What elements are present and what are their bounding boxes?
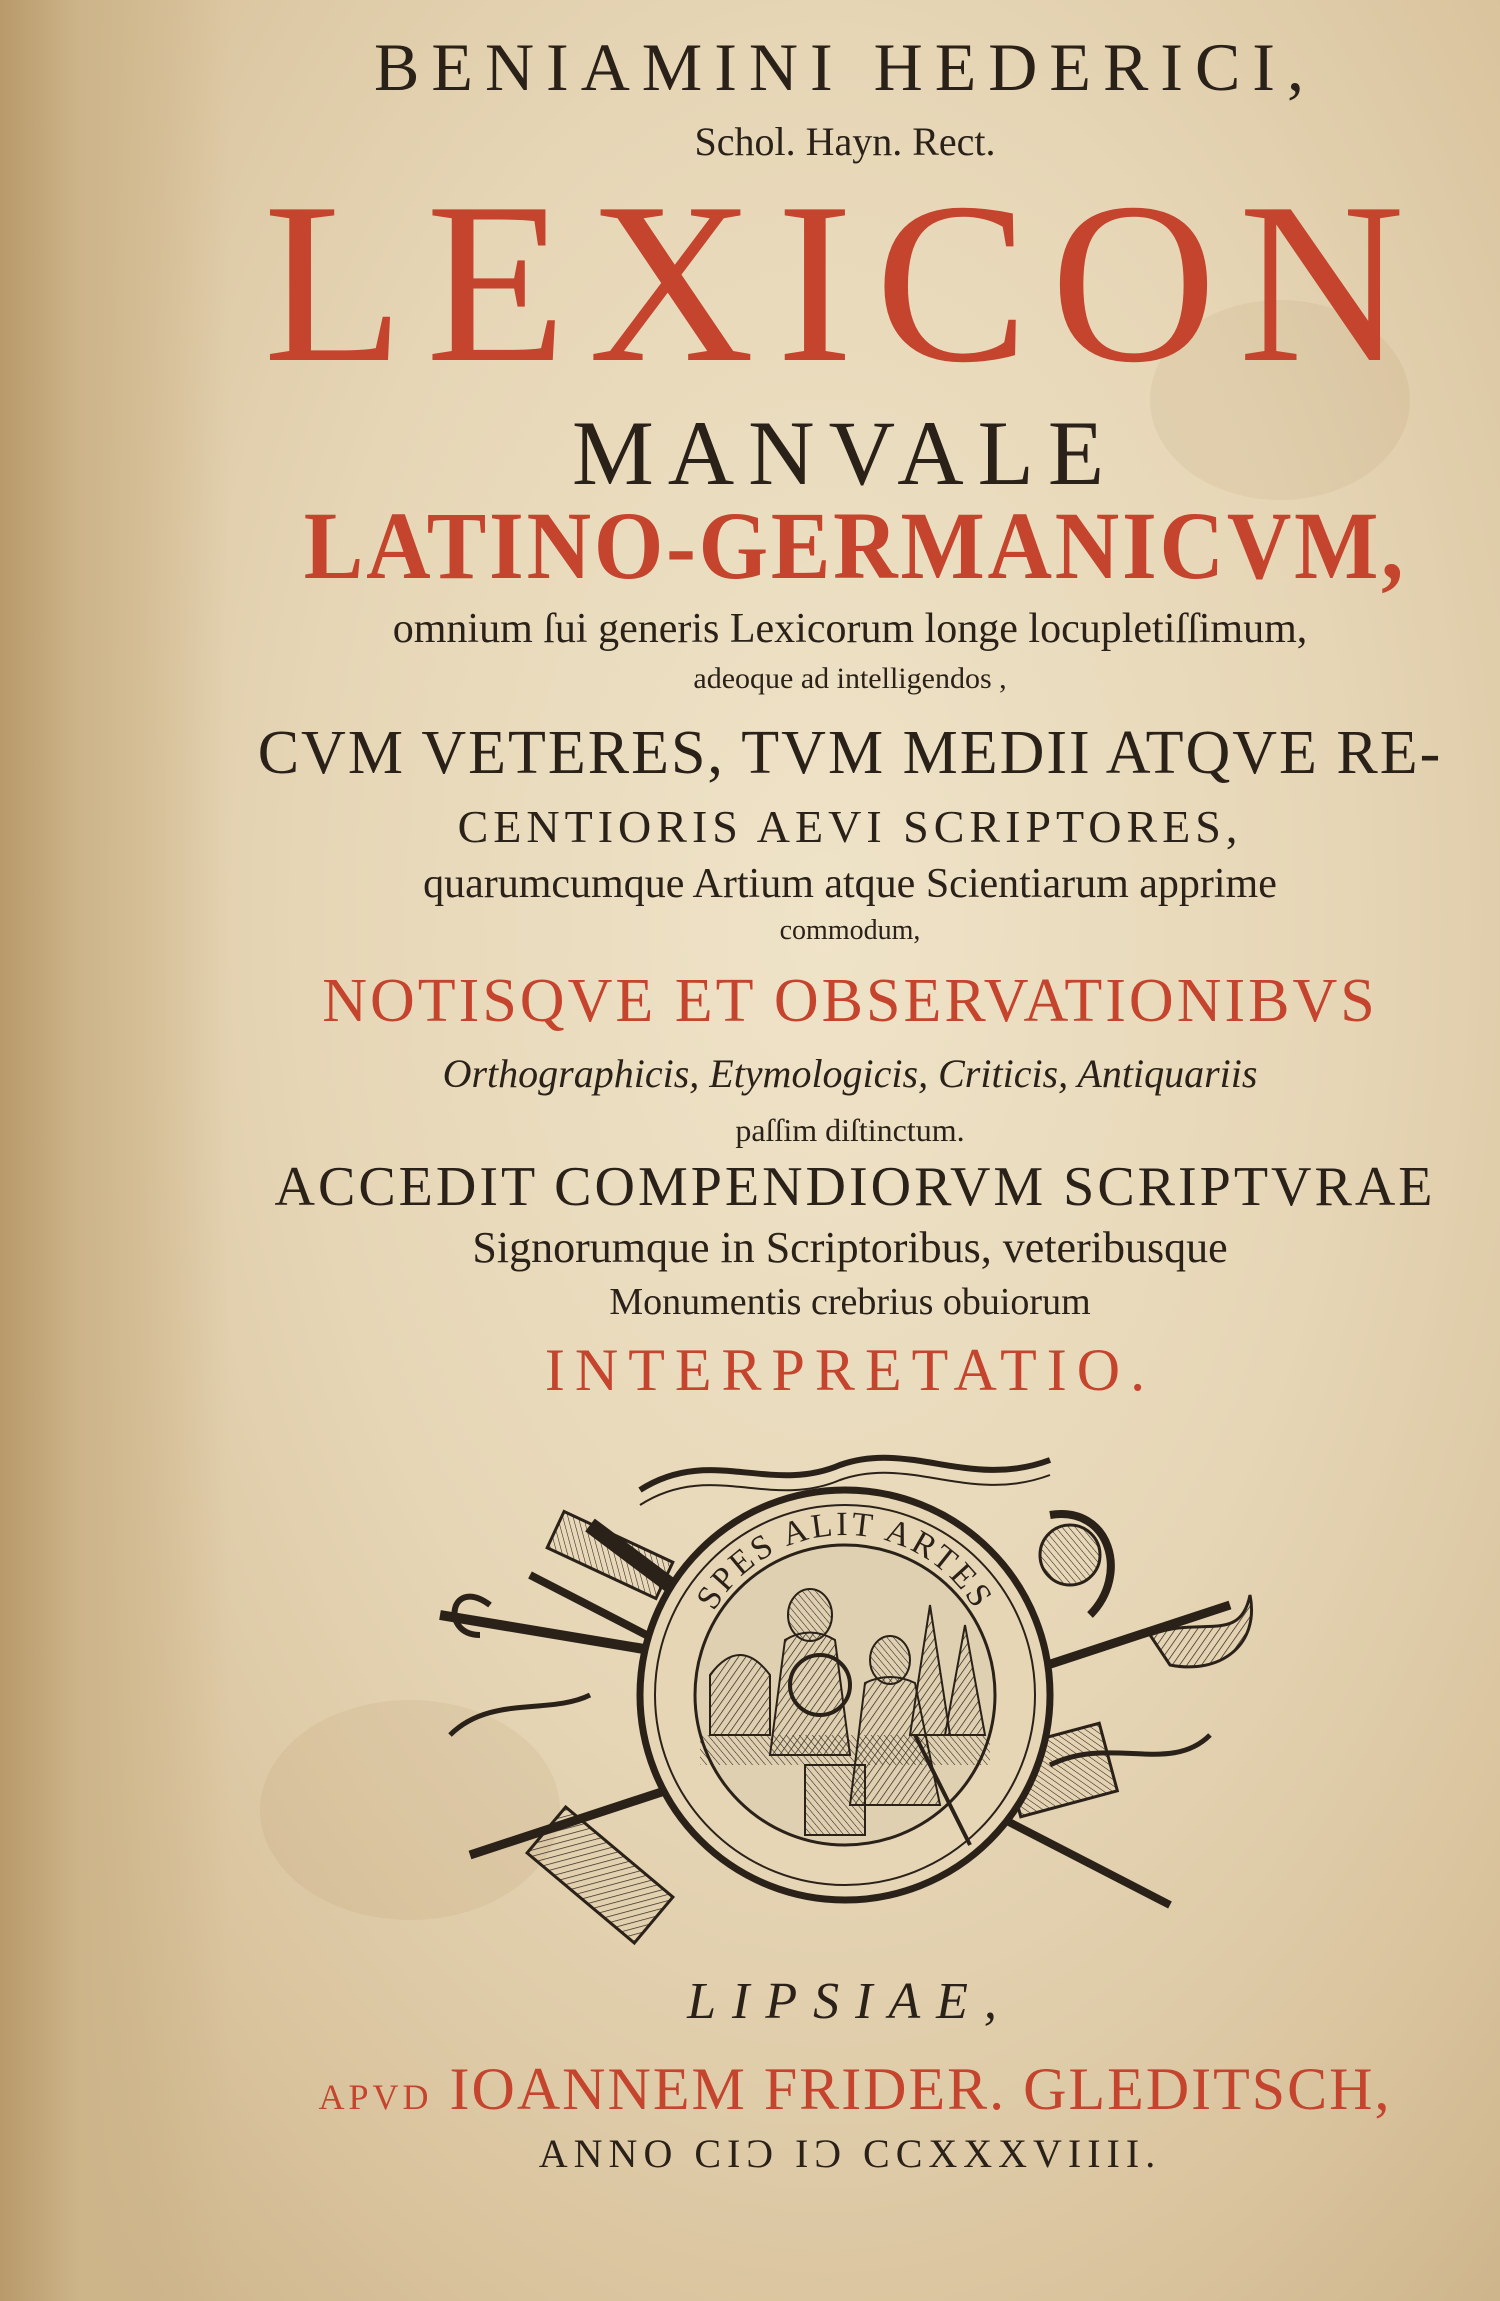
notes-passim: paſſim diſtinctum. bbox=[735, 1112, 965, 1148]
description-line-2: adeoque ad intelligendos , bbox=[693, 662, 1007, 695]
description-line-1: omnium ſui generis Lexicorum longe locupletiſſimum, bbox=[392, 606, 1308, 652]
description-line-6: commodum, bbox=[779, 915, 921, 946]
author-position: Schol. Hayn. Rect. bbox=[694, 119, 996, 164]
description-line-3: CVM VETERES, TVM MEDII ATQVE RE- bbox=[257, 719, 1443, 787]
notes-types: Orthographicis, Etymologicis, Criticis, Antiquariis bbox=[442, 1051, 1258, 1096]
signorum-line: Signorumque in Scriptoribus, veteribusque bbox=[472, 1223, 1228, 1272]
printers-device-vignette bbox=[410, 1435, 1270, 1955]
imprint-apud: APVD bbox=[318, 2077, 433, 2117]
imprint-place: LIPSIAE, bbox=[687, 1973, 1013, 2030]
interpretatio-line: INTERPRETATIO. bbox=[544, 1337, 1156, 1403]
monumentis-line: Monumentis crebrius obuiorum bbox=[609, 1281, 1091, 1323]
notes-title: NOTISQVE ET OBSERVATIONIBVS bbox=[322, 967, 1378, 1035]
imprint-publisher-line bbox=[240, 2055, 1470, 2124]
author-name: BENIAMINI HEDERICI, bbox=[374, 29, 1316, 105]
imprint-year: ANNO CIϽ IϽ CCXXXVIIII. bbox=[538, 2131, 1162, 2176]
description-line-4: CENTIORIS AEVI SCRIPTORES, bbox=[457, 801, 1243, 852]
title-line-2: MANVALE bbox=[571, 402, 1119, 504]
title-line-3: LATINO-GERMANICVM, bbox=[303, 492, 1407, 599]
title-main: LEXICON bbox=[263, 155, 1427, 410]
medallion bbox=[640, 1490, 1050, 1900]
vignette-motto: SPES ALIT ARTES bbox=[689, 1505, 1001, 1617]
imprint-publisher: IOANNEM FRIDER. GLEDITSCH, bbox=[449, 2056, 1392, 2122]
binding-shadow bbox=[0, 0, 230, 2301]
accedit-line: ACCEDIT COMPENDIORVM SCRIPTVRAE bbox=[274, 1156, 1436, 1218]
description-line-5: quarumcumque Artium atque Scientiarum apprime bbox=[423, 861, 1277, 907]
